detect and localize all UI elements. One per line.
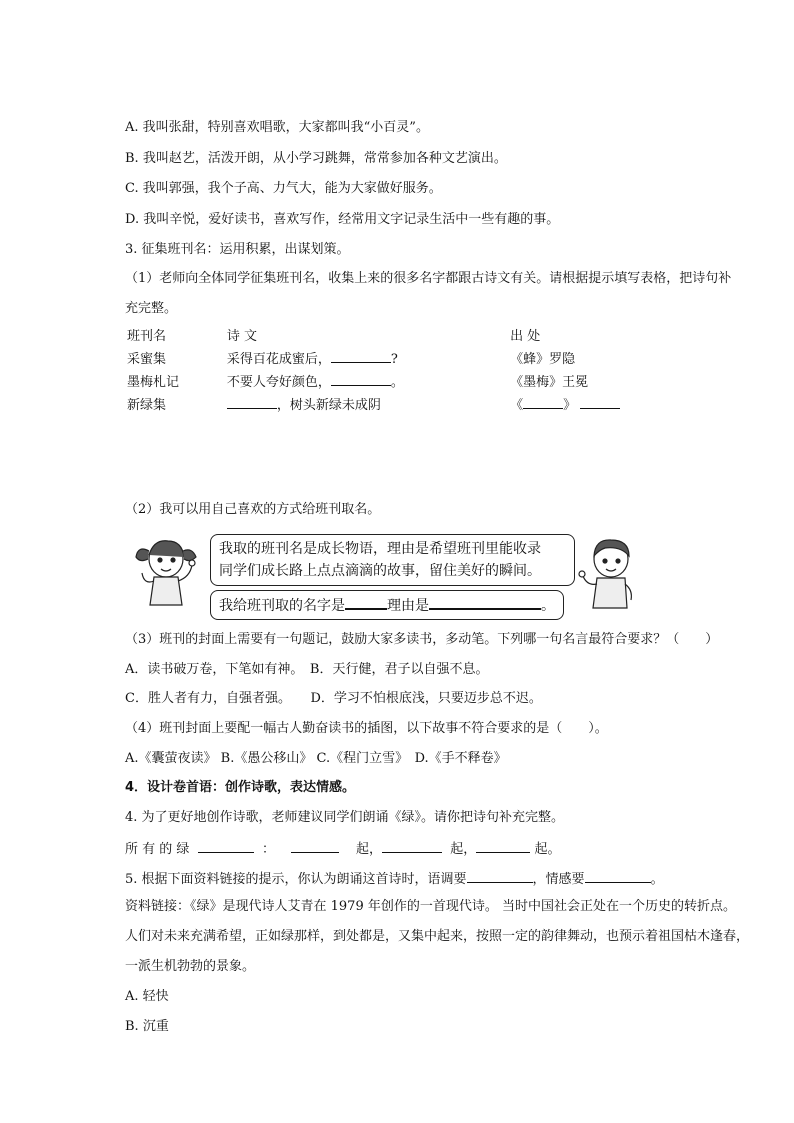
fill-blank[interactable] [331,372,391,386]
q3-p1-line1: （1）老师向全体同学征集班刊名，收集上来的很多名字都跟古诗文有关。请根据提示填写表格，把诗句补 [125,271,732,286]
fill-blank[interactable] [429,593,541,610]
source-cell: 《 》 [509,393,742,414]
q3-p3: （3）班刊的封面上需要有一句题记，鼓励大家多读书，多动笔。下列哪一句名言最符合要求？（ ） [125,632,719,647]
q3-p3-options-ab: A．读书破万卷，下笔如有神。 B．天行健，君子以自强不息。 [125,662,489,677]
poem-cell: 采得百花成蜜后， ? [226,347,507,368]
table-header: 班刊名 [127,329,167,344]
fill-blank[interactable] [331,349,391,363]
journal-name: 新绿集 [127,398,167,413]
fill-blank[interactable] [382,839,442,853]
source-cell: 《墨梅》王冕 [510,375,589,390]
q3-p3-options-cd: C．胜人者有力，自强者强。 D．学习不怕根底浅，只要迈步总不迟。 [125,691,542,706]
q5-ref-line3: 一派生机勃勃的景象。 [125,959,256,974]
poem-cell: 不要人夸好颜色， 。 [226,370,507,391]
q3-p2: （2）我可以用自己喜欢的方式给班刊取名。 [125,502,381,517]
fill-blank[interactable] [198,839,254,853]
fill-blank[interactable] [345,593,387,610]
name-table [124,322,744,496]
q3-p4-options: A.《囊萤夜读》 B.《愚公移山》 C.《程门立雪》 D.《手不释卷》 [125,751,507,766]
table-header: 出 处 [510,329,541,344]
table-row [126,347,742,368]
q4-title: 4．设计卷首语：创作诗歌，表达情感。 [125,780,356,795]
table-row [126,393,742,414]
q4-line1: 4. 为了更好地创作诗歌，老师建议同学们朗诵《绿》。请你把诗句补充完整。 [125,810,565,825]
option-c: C. 我叫郭强，我个子高、力气大，能为大家做好服务。 [125,181,442,196]
q4-poem-line: 所 有 的 绿 ： 起， 起， 起。 [125,839,560,859]
option-b: B. 我叫赵艺，活泼开朗，从小学习跳舞，常常参加各种文艺演出。 [125,151,507,166]
journal-name: 墨梅札记 [127,375,180,390]
source-cell: 《蜂》罗隐 [510,352,576,367]
poem-cell: ，树头新绿未成阴 [226,393,507,414]
fill-blank[interactable] [585,869,651,883]
fill-blank[interactable] [467,869,533,883]
fill-blank[interactable] [476,839,530,853]
fill-blank[interactable] [580,395,620,409]
q5-ref-line1: 资料链接：《绿》是现代诗人艾青在 1979 年创作的一首现代诗。 当时中国社会正处在一个历史的转折点。 [125,899,736,914]
table-row [126,370,742,391]
girl-illustration [128,533,208,613]
speech-bubble-example: 我取的班刊名是成长物语，理由是希望班刊里能收录 同学们成长路上点点滴滴的故事，留住美好的瞬间。 [210,534,575,586]
fill-blank[interactable] [523,395,563,409]
option-a: A. 我叫张甜，特别喜欢唱歌，大家都叫我“小百灵”。 [125,120,429,135]
q5-option-a: A. 轻快 [125,989,169,1004]
boy-illustration [575,534,650,612]
q5-option-b: B. 沉重 [125,1019,169,1034]
q3-p1-line2: 充完整。 [125,301,178,316]
table-header: 诗 文 [226,329,258,344]
option-d: D. 我叫辛悦，爱好读书，喜欢写作，经常用文字记录生活中一些有趣的事。 [125,212,560,227]
fill-blank[interactable] [291,839,339,853]
q3-p4: （4）班刊封面上要配一幅古人勤奋读书的插图，以下故事不符合要求的是（ ）。 [125,721,608,736]
fill-blank[interactable] [227,395,277,409]
speech-bubble-answer: 我给班刊取的名字是 理由是 。 [210,590,564,620]
q5-line1: 5. 根据下面资料链接的提示，你认为朗诵这首诗时，语调要 ，情感要 。 [125,869,664,889]
table-header-row [126,324,742,345]
q5-ref-line2: 人们对未来充满希望，正如绿那样，到处都是，又集中起来，按照一定的韵律舞动，也预示着祖国枯木逢春， [125,929,750,944]
q3-title: 3. 征集班刊名：运用积累，出谋划策。 [125,242,350,257]
journal-name: 采蜜集 [127,352,167,367]
